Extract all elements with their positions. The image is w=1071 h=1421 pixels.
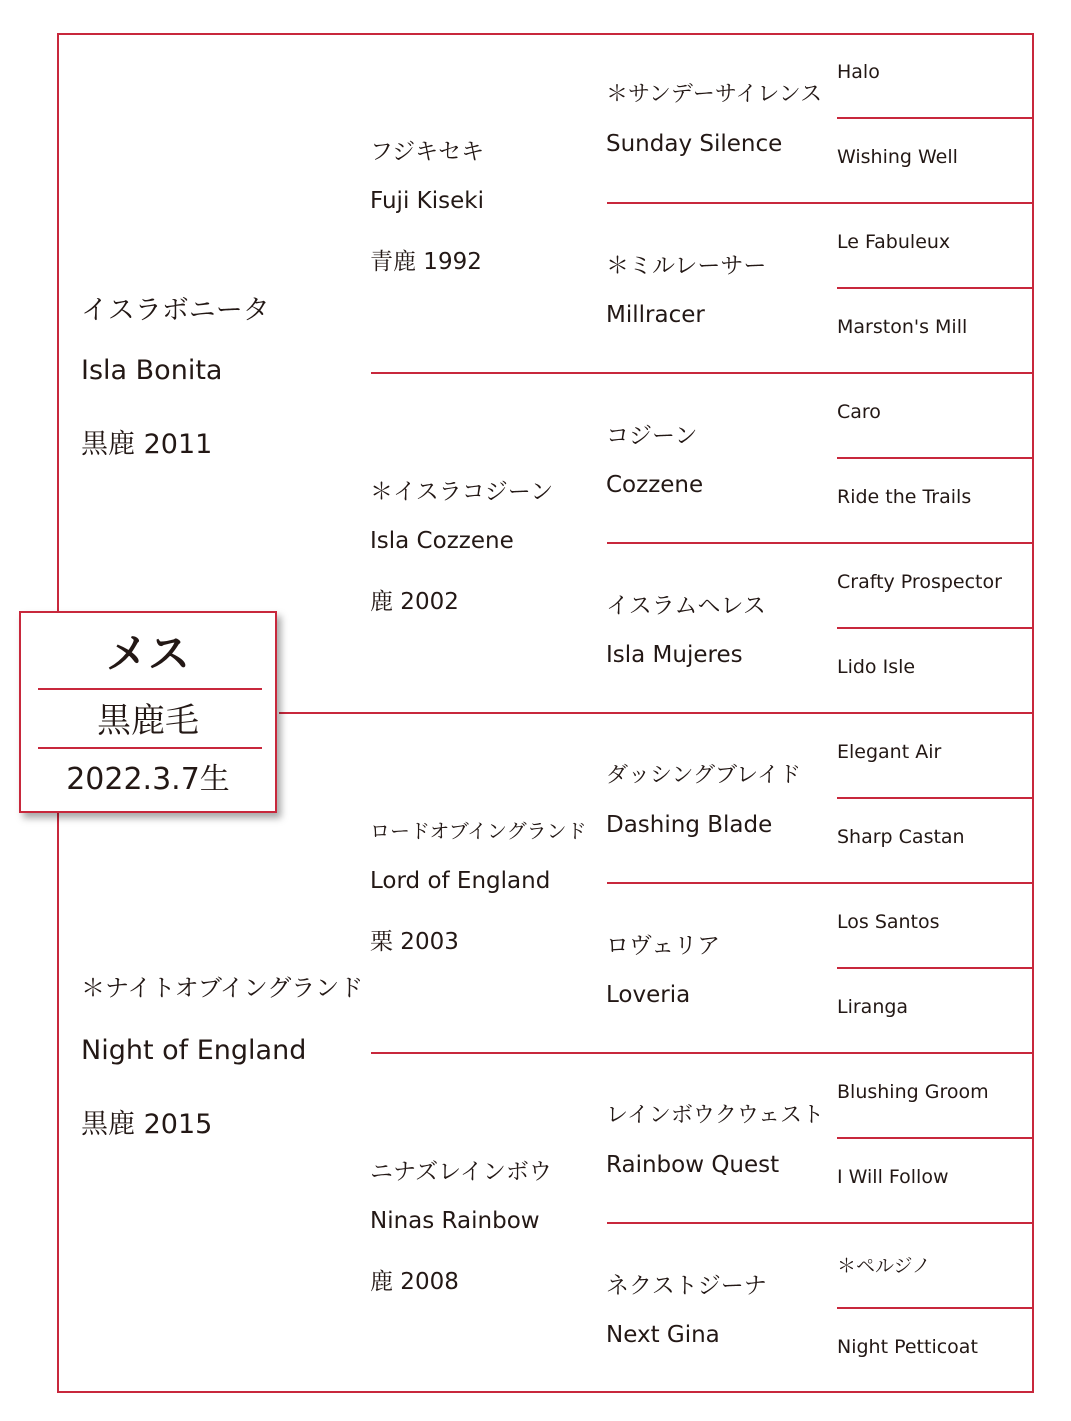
subject-birth: 2022.3.7生 <box>66 762 230 797</box>
divider-gen1 <box>279 712 1034 714</box>
divider-gen3 <box>607 882 1034 884</box>
gen2-name-jp: ＊イスラコジーン <box>370 479 554 505</box>
divider-gen3 <box>607 542 1034 544</box>
gen4-name: Liranga <box>837 996 909 1018</box>
gen2-name-en: Lord of England <box>370 868 551 894</box>
gen3-name-jp: ネクストジーナ <box>606 1273 767 1299</box>
gen2-name-en: Isla Cozzene <box>370 528 514 554</box>
gen4-name: Blushing Groom <box>837 1081 989 1103</box>
subject-name: メス <box>105 629 190 678</box>
divider-gen2 <box>371 1052 1034 1054</box>
gen4-name: I Will Follow <box>837 1166 949 1188</box>
sire-info: 黒鹿 2011 <box>81 429 213 460</box>
gen4-name: Halo <box>837 61 880 83</box>
gen3-name-jp: ＊サンデーサイレンス <box>606 82 823 107</box>
dam-name-jp: ＊ナイトオブイングランド <box>81 974 364 1002</box>
divider-gen2 <box>371 372 1034 374</box>
divider-gen4 <box>837 797 1034 799</box>
gen4-name: Caro <box>837 401 881 423</box>
divider-gen3 <box>607 1222 1034 1224</box>
subject-divider <box>38 688 262 690</box>
divider-gen4 <box>837 457 1034 459</box>
gen2-info: 鹿 2008 <box>370 1269 459 1295</box>
gen4-name: Crafty Prospector <box>837 571 1002 593</box>
dam-info: 黒鹿 2015 <box>81 1109 213 1140</box>
gen4-name: Wishing Well <box>837 146 958 168</box>
gen4-name: Ride the Trails <box>837 486 972 508</box>
sire-name-jp: イスラボニータ <box>81 295 270 326</box>
gen3-name-en: Dashing Blade <box>606 812 773 838</box>
gen2-name-jp: ニナズレインボウ <box>370 1159 552 1185</box>
gen4-name: Elegant Air <box>837 741 942 763</box>
gen3-name-en: Loveria <box>606 982 691 1008</box>
gen4-name: Marston's Mill <box>837 316 968 338</box>
gen2-info: 栗 2003 <box>370 929 459 955</box>
subject-coat: 黒鹿毛 <box>97 701 199 741</box>
gen2-name-en: Ninas Rainbow <box>370 1208 540 1234</box>
gen2-info: 青鹿 1992 <box>370 249 482 275</box>
gen3-name-jp: ロヴェリア <box>606 933 721 959</box>
gen3-name-en: Next Gina <box>606 1322 720 1348</box>
subject-box <box>19 611 277 813</box>
divider-gen4 <box>837 1137 1034 1139</box>
gen3-name-en: Isla Mujeres <box>606 642 743 668</box>
gen4-name: Sharp Castan <box>837 826 965 848</box>
gen2-name-jp: フジキセキ <box>370 139 485 165</box>
divider-gen3 <box>607 202 1034 204</box>
gen2-info: 鹿 2002 <box>370 589 459 615</box>
gen3-name-en: Sunday Silence <box>606 131 783 157</box>
gen4-name: Le Fabuleux <box>837 231 951 253</box>
sire-name-en: Isla Bonita <box>81 355 223 386</box>
gen3-name-jp: コジーン <box>606 423 698 449</box>
gen2-name-en: Fuji Kiseki <box>370 188 484 214</box>
subject-divider <box>38 747 262 749</box>
divider-gen4 <box>837 1307 1034 1309</box>
gen3-name-en: Cozzene <box>606 472 704 498</box>
divider-gen4 <box>837 287 1034 289</box>
gen3-name-jp: イスラムヘレス <box>606 593 766 619</box>
divider-gen4 <box>837 117 1034 119</box>
gen4-name: ＊ペルジノ <box>837 1255 931 1277</box>
divider-gen4 <box>837 627 1034 629</box>
gen3-name-en: Rainbow Quest <box>606 1152 780 1178</box>
gen4-name: Lido Isle <box>837 656 916 678</box>
gen3-name-jp: レインボウクウェスト <box>606 1103 825 1128</box>
gen4-name: Night Petticoat <box>837 1336 978 1358</box>
dam-name-en: Night of England <box>81 1035 307 1066</box>
gen4-name: Los Santos <box>837 911 940 933</box>
gen3-name-jp: ダッシングブレイド <box>606 763 802 788</box>
divider-gen4 <box>837 967 1034 969</box>
gen3-name-jp: ＊ミルレーサー <box>606 253 767 279</box>
gen3-name-en: Millracer <box>606 302 705 328</box>
gen2-name-jp: ロードオブイングランド <box>370 819 587 843</box>
